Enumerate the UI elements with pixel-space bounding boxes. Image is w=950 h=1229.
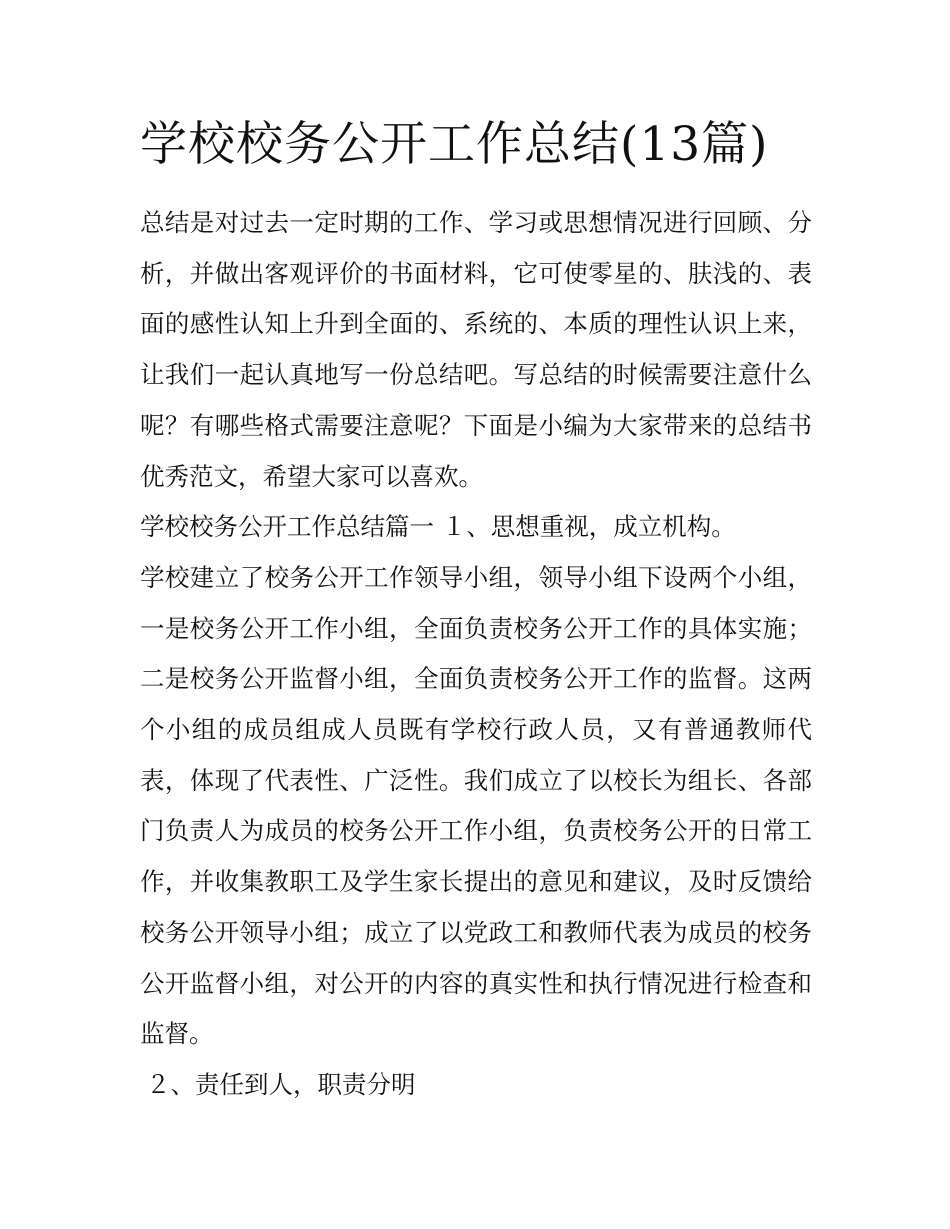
subheading-paragraph: ２、责任到人，职责分明 xyxy=(146,1069,416,1099)
document-title: 学校校务公开工作总结(13篇) xyxy=(140,117,769,172)
document-body xyxy=(140,198,812,1111)
intro-paragraph: 总结是对过去一定时期的工作、学习或思想情况进行回顾、分析，并做出客观评价的书面材料，它可使零星的、肤浅的、表面的感性认知上升到全面的、系统的、本质的理性认识上来，让我们一起认真地写一份总结吧。写总结的时候需要注意什么呢？有哪些格式需要注意呢？下面是小编为大家带来的总结书优秀范文，希望大家可以喜欢。 xyxy=(140,208,812,491)
section-heading-paragraph: 学校校务公开工作总结篇一 １、思想重视，成立机构。 xyxy=(140,512,736,542)
body-paragraph: 学校建立了校务公开工作领导小组，领导小组下设两个小组，一是校务公开工作小组，全面负责校务公开工作的具体实施；二是校务公开监督小组，全面负责校务公开工作的监督。这两个小组的成员组成人员既有学校行政人员，又有普通教师代表，体现了代表性、广泛性。我们成立了以校长为组长、各部门负责人为成员的校务公开工作小组，负责校务公开的日常工作，并收集教职工及学生家长提出的意见和建议，及时反馈给校务公开领导小组；成立了以党政工和教师代表为成员的校务公开监督小组，对公开的内容的真实性和执行情况进行检查和监督。 xyxy=(140,562,812,1049)
